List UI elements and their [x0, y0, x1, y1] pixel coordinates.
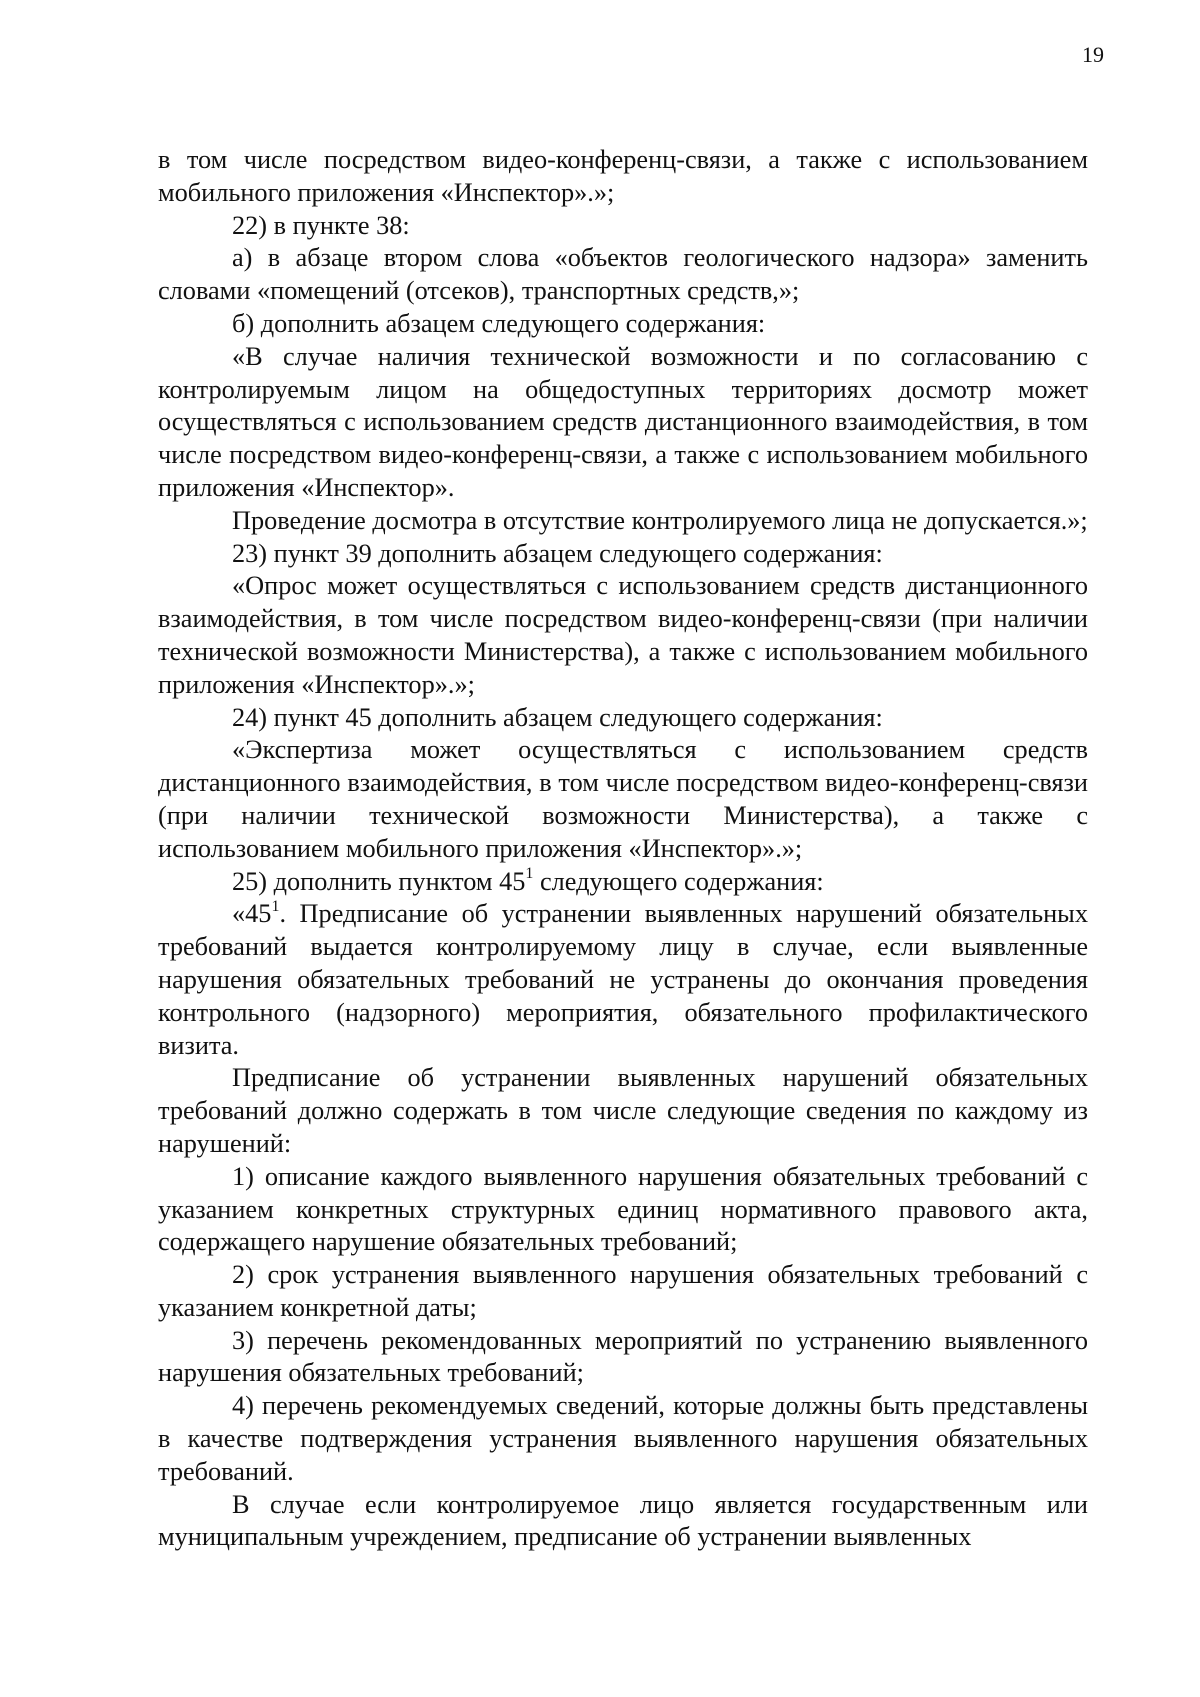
- paragraph: 24) пункт 45 дополнить абзацем следующего содержания:: [232, 702, 883, 732]
- paragraph: «В случае наличия технической возможности и по согласованию с контролируемым лицом на общедоступных территориях досмотр может осуществляться с использованием средств дистанционного взаимодействия, в том числе посредством видео-конференц-связи, а также с использованием мобильного приложения «Инспектор».: [158, 341, 1088, 502]
- paragraph: Предписание об устранении выявленных нарушений обязательных требований должно содержать в том числе следующие сведения по каждому из нарушений:: [158, 1063, 1088, 1158]
- paragraph: Проведение досмотра в отсутствие контролируемого лица не допускается.»;: [232, 505, 1088, 535]
- document-body: [158, 144, 1088, 1554]
- paragraph: 3) перечень рекомендованных мероприятий по устранению выявленного нарушения обязательных требований;: [158, 1325, 1088, 1388]
- paragraph: 23) пункт 39 дополнить абзацем следующего содержания:: [232, 538, 883, 568]
- paragraph: 4) перечень рекомендуемых сведений, которые должны быть представлены в качестве подтверждения устранения выявленного нарушения обязательных требований.: [158, 1391, 1088, 1486]
- paragraph: 22) в пункте 38:: [232, 210, 410, 240]
- paragraph: «Экспертиза может осуществляться с использованием средств дистанционного взаимодействия, в том числе посредством видео-конференц-связи (при наличии технической возможности Министерства), а также с использованием мобильного приложения «Инспектор».»;: [158, 735, 1088, 863]
- paragraph: «Опрос может осуществляться с использованием средств дистанционного взаимодействия, в том числе посредством видео-конференц-связи (при наличии технической возможности Министерства), а также с использованием мобильного приложения «Инспектор».»;: [158, 571, 1088, 699]
- superscript: 1: [271, 897, 280, 915]
- point-45-text: «45: [232, 899, 272, 929]
- page-number: 19: [1082, 42, 1104, 67]
- paragraph: 1) описание каждого выявленного нарушения обязательных требований с указанием конкретных структурных единиц нормативного правового акта, содержащего нарушение обязательных требований;: [158, 1161, 1088, 1257]
- paragraph-point-45-1: [158, 898, 1088, 1062]
- superscript: 1: [525, 864, 534, 882]
- paragraph: 2) срок устранения выявленного нарушения обязательных требований с указанием конкретной даты;: [158, 1260, 1088, 1322]
- paragraph: В случае если контролируемое лицо является государственным или муниципальным учреждением, предписание об устранении выявленных: [158, 1489, 1088, 1552]
- item-25-text-tail: следующего содержания:: [533, 866, 824, 896]
- point-45-text-tail: . Предписание об устранении выявленных нарушений обязательных требований выдается контролируемому лицу в случае, если выявленные нарушения обязательных требований не устранены до окончания проведения контрольного (надзорного) мероприятия, обязательного профилактического визита.: [158, 899, 1088, 1060]
- paragraph: а) в абзаце втором слова «объектов геологического надзора» заменить словами «помещений (отсеков), транспортных средств,»;: [158, 243, 1088, 306]
- paragraph-item-25: [158, 866, 1088, 899]
- paragraph: в том числе посредством видео-конференц-связи, а также с использованием мобильного приложения «Инспектор».»;: [158, 145, 1088, 207]
- paragraph: б) дополнить абзацем следующего содержания:: [232, 308, 766, 338]
- item-25-text: 25) дополнить пунктом 45: [232, 866, 526, 896]
